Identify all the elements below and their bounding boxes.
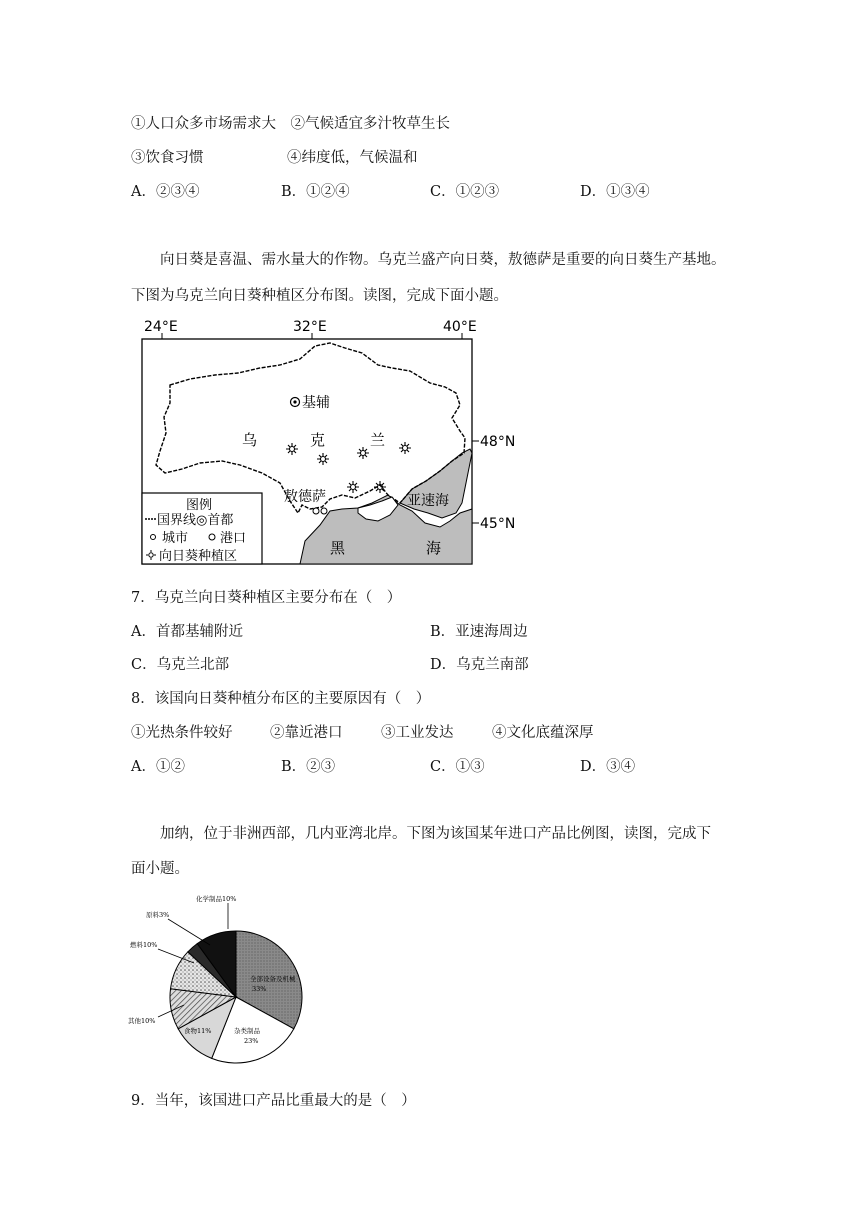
- option-b: B．①②④: [281, 184, 350, 200]
- lon-label-40: 40°E: [443, 319, 477, 335]
- passage1-line2: 下图为乌克兰向日葵种植区分布图。读图，完成下面小题。: [131, 288, 508, 304]
- lat-label-48: 48°N: [480, 434, 516, 450]
- legend-row3: 向日葵种植区: [159, 549, 238, 564]
- sea-label-black-1: 黑: [330, 539, 346, 557]
- country-label-2: 克: [310, 431, 326, 449]
- q8-option-c: C．①③: [430, 759, 485, 775]
- pie-label-food: 食物11%: [184, 1027, 212, 1035]
- q7-option-d: D．乌克兰南部: [430, 657, 529, 673]
- q8-factor-4: ④文化底蕴深厚: [492, 725, 594, 741]
- q8-factor-3: ③工业发达: [381, 725, 454, 741]
- pie-label-fuel: 燃料10%: [130, 941, 158, 949]
- option-d: D．①③④: [580, 184, 650, 200]
- pie-slices: [170, 931, 302, 1063]
- option-c: C．①②③: [430, 184, 500, 200]
- q7-option-a: A．首都基辅附近: [131, 624, 243, 640]
- passage2-line2: 面小题。: [131, 861, 189, 877]
- q8-factor-2: ②靠近港口: [270, 725, 343, 741]
- lat-label-45: 45°N: [480, 516, 516, 532]
- lon-label-24: 24°E: [144, 319, 178, 335]
- pie-label-equip2: 33%: [252, 985, 267, 993]
- passage1-line1: 向日葵是喜温、需水量大的作物。乌克兰盛产向日葵，敖德萨是重要的向日葵生产基地。: [160, 252, 726, 268]
- ukraine-sunflower-map: [130, 313, 516, 568]
- pie-pointer-line: [168, 919, 210, 945]
- pie-label-misc2: 23%: [244, 1037, 259, 1045]
- factor-line-1: ①人口众多市场需求大 ②气候适宜多汁牧草生长: [131, 116, 450, 132]
- legend-title: 图例: [186, 498, 213, 513]
- option-a: A．②③④: [131, 184, 200, 200]
- q8-factor-1: ①光热条件较好: [131, 725, 233, 741]
- q8-option-d: D．③④: [580, 759, 636, 775]
- q7-option-b: B．亚速海周边: [430, 624, 528, 640]
- country-label-3: 兰: [370, 431, 386, 449]
- city-label-odessa: 敖德萨: [284, 489, 326, 505]
- capital-label: 基辅: [302, 395, 330, 411]
- passage2-line1: 加纳，位于非洲西部，几内亚湾北岸。下图为该国某年进口产品比例图，读图，完成下: [160, 826, 711, 842]
- map-legend: [142, 493, 262, 564]
- pie-label-equip1: 全部设备及机械: [250, 975, 296, 983]
- factor-line-2a: ③饮食习惯: [131, 150, 204, 166]
- q8-stem: 8．该国向日葵种植分布区的主要原因有（ ）: [131, 691, 431, 707]
- factor-line-2b: ④纬度低，气候温和: [287, 150, 418, 166]
- q7-stem: 7．乌克兰向日葵种植区主要分布在（ ）: [131, 590, 402, 606]
- country-label-1: 乌: [242, 431, 258, 449]
- q7-option-c: C．乌克兰北部: [131, 657, 230, 673]
- q8-option-a: A．①②: [131, 759, 185, 775]
- legend-row1: 国界线◎首都: [157, 513, 234, 528]
- sea-label-black-2: 海: [426, 539, 442, 557]
- legend-row2-city: 城市: [162, 531, 189, 546]
- legend-row2-port: 港口: [220, 531, 247, 546]
- q8-option-b: B．②③: [281, 759, 336, 775]
- lon-label-32: 32°E: [293, 319, 327, 335]
- q9-stem: 9．当年，该国进口产品比重最大的是（ ）: [131, 1093, 416, 1109]
- pie-label-chem: 化学制品10%: [196, 895, 237, 903]
- pie-label-other: 其他10%: [128, 1017, 156, 1025]
- ghana-import-pie-chart: [128, 885, 308, 1070]
- pie-label-misc1: 杂类制品: [234, 1027, 260, 1035]
- pie-label-raw: 原料3%: [146, 911, 170, 919]
- sea-label-azov: 亚速海: [407, 493, 449, 509]
